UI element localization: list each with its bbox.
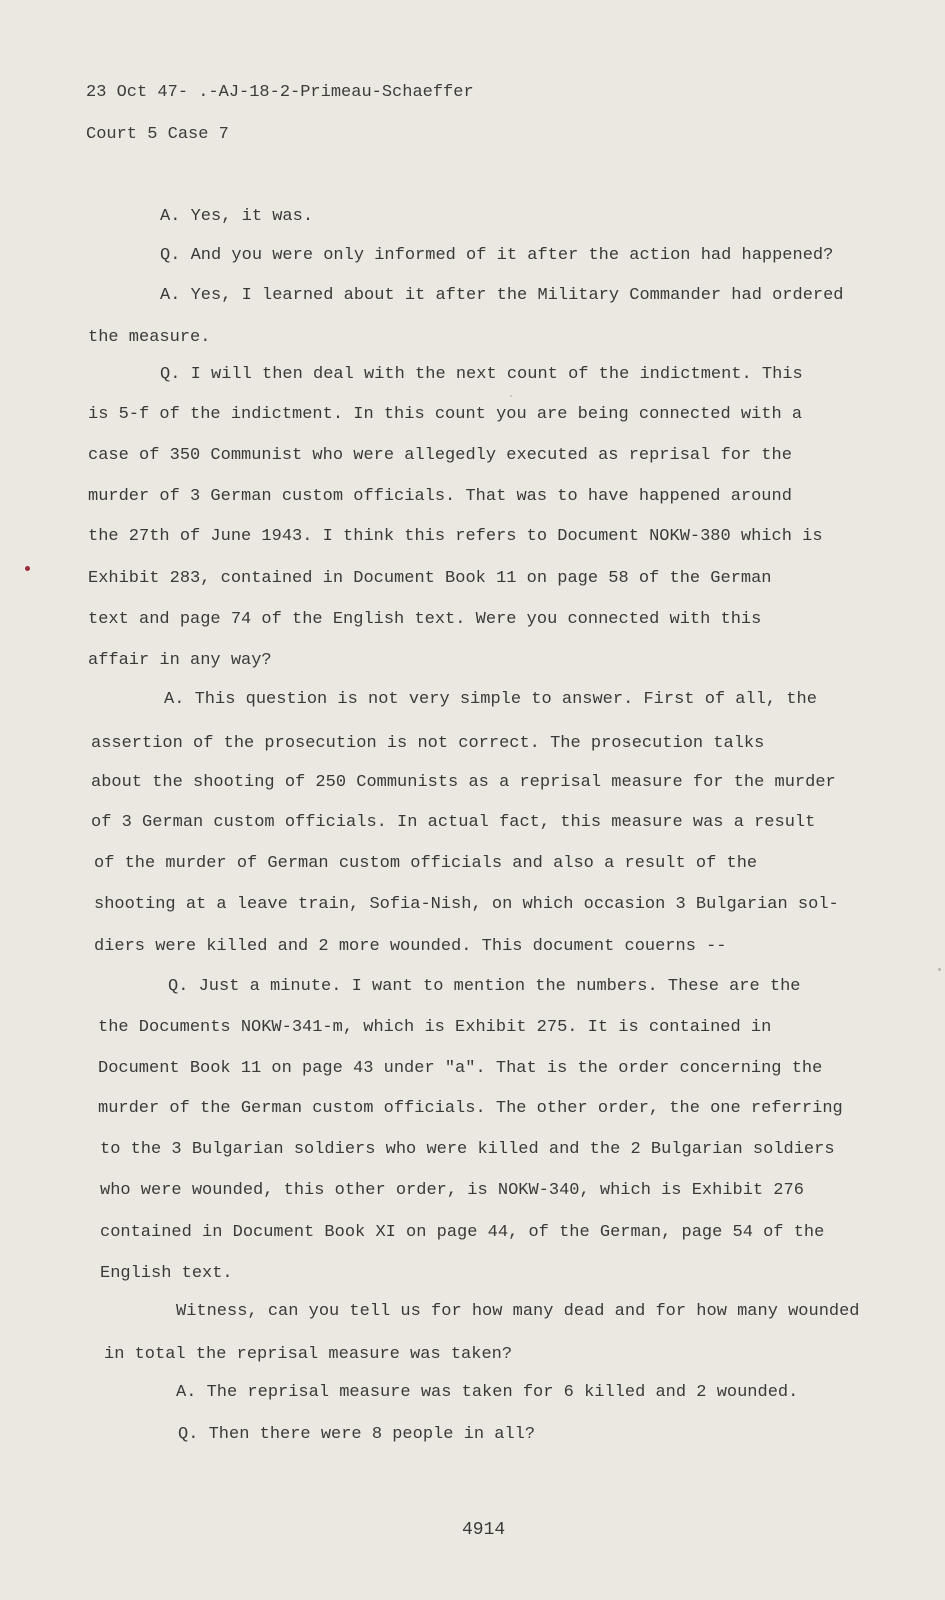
transcript-line: Witness, can you tell us for how many dead and for how many wounded: [176, 1302, 860, 1321]
transcript-line: Exhibit 283, contained in Document Book 11 on page 58 of the German: [88, 569, 772, 588]
transcript-line: case of 350 Communist who were allegedly executed as reprisal for the: [88, 446, 792, 465]
transcript-line: Q. And you were only informed of it after the action had happened?: [160, 246, 834, 265]
paper-speck: [938, 968, 941, 971]
transcript-line: assertion of the prosecution is not correct. The prosecution talks: [91, 734, 765, 753]
transcript-line: Q. I will then deal with the next count of the indictment. This: [160, 365, 803, 384]
transcript-line: shooting at a leave train, Sofia-Nish, on which occasion 3 Bulgarian sol-: [94, 895, 839, 914]
transcript-line: A. The reprisal measure was taken for 6 killed and 2 wounded.: [176, 1383, 799, 1402]
transcript-line: the Documents NOKW-341-m, which is Exhibit 275. It is contained in: [98, 1018, 772, 1037]
transcript-line: who were wounded, this other order, is NOKW-340, which is Exhibit 276: [100, 1181, 804, 1200]
transcript-line: diers were killed and 2 more wounded. This document couerns --: [94, 937, 727, 956]
transcript-line: the 27th of June 1943. I think this refers to Document NOKW-380 which is: [88, 527, 823, 546]
transcript-line: the measure.: [88, 328, 211, 347]
transcript-line: A. Yes, I learned about it after the Military Commander had ordered: [160, 286, 844, 305]
transcript-line: to the 3 Bulgarian soldiers who were killed and the 2 Bulgarian soldiers: [100, 1140, 835, 1159]
transcript-line: of 3 German custom officials. In actual fact, this measure was a result: [91, 813, 816, 832]
transcript-line: of the murder of German custom officials and also a result of the: [94, 854, 758, 873]
transcript-line: contained in Document Book XI on page 44, of the German, page 54 of the: [100, 1223, 825, 1242]
court-case-line: Court 5 Case 7: [86, 125, 229, 144]
transcript-line: affair in any way?: [88, 651, 272, 670]
ink-speck: [25, 566, 30, 571]
transcript-line: A. This question is not very simple to answer. First of all, the: [164, 690, 817, 709]
transcript-line: is 5-f of the indictment. In this count you are being connected with a: [88, 405, 803, 424]
transcript-line: Q. Just a minute. I want to mention the numbers. These are the: [168, 977, 801, 996]
transcript-line: murder of the German custom officials. The other order, the one referring: [98, 1099, 843, 1118]
transcript-line: A. Yes, it was.: [160, 207, 314, 226]
transcript-line: Document Book 11 on page 43 under "a". That is the order concerning the: [98, 1059, 823, 1078]
transcript-line: text and page 74 of the English text. Were you connected with this: [88, 610, 762, 629]
transcript-line: murder of 3 German custom officials. That was to have happened around: [88, 487, 792, 506]
document-reference-line: 23 Oct 47- .-AJ-18-2-Primeau-Schaeffer: [86, 83, 474, 102]
transcript-line: about the shooting of 250 Communists as a reprisal measure for the murder: [91, 773, 836, 792]
transcript-line: in total the reprisal measure was taken?: [104, 1345, 513, 1364]
paper-speck: [510, 395, 512, 397]
page-number: 4914: [462, 1520, 506, 1540]
transcript-line: English text.: [100, 1264, 233, 1283]
transcript-line: Q. Then there were 8 people in all?: [178, 1425, 536, 1444]
